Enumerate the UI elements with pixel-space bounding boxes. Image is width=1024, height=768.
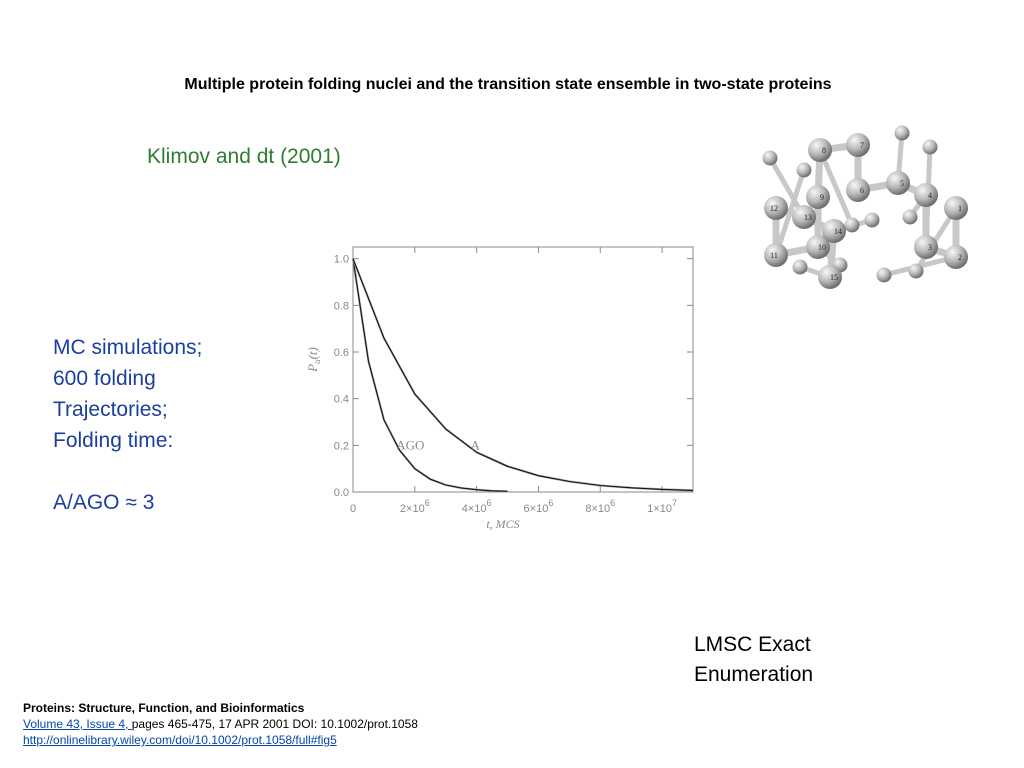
- note-ratio: A/AGO ≈ 3: [53, 491, 155, 514]
- lattice-bead-label: 14: [834, 227, 842, 236]
- lattice-side-bead: [865, 213, 880, 228]
- lattice-bead-label: 11: [770, 251, 778, 260]
- lattice-bead-label: 3: [928, 243, 932, 252]
- lattice-bead-label: 8: [822, 146, 826, 155]
- note-line: Trajectories;: [53, 398, 168, 421]
- x-tick-label: $6\times 10^6$: [523, 498, 554, 515]
- lattice-bead: [914, 183, 938, 207]
- simulation-notes: [53, 332, 202, 518]
- y-tick-label: 1.0: [333, 253, 349, 266]
- y-tick-label: 0.8: [333, 300, 349, 313]
- lattice-bead: [846, 178, 870, 202]
- lattice-bead-label: 10: [818, 243, 826, 252]
- lattice-bead-label: 12: [770, 204, 778, 213]
- journal-name: Proteins: Structure, Function, and Bioinformatics: [23, 701, 305, 715]
- lattice-bead-label: 6: [860, 186, 864, 195]
- lattice-bead-label: 4: [928, 191, 932, 200]
- lattice-bead-label: 2: [958, 253, 962, 262]
- x-tick-label: $1\times 10^7$: [647, 498, 677, 515]
- lattice-bead-label: 1: [958, 204, 962, 213]
- lattice-side-bead: [793, 260, 808, 275]
- lattice-side-bead: [763, 151, 778, 166]
- lattice-caption-line: LMSC Exact: [694, 633, 811, 656]
- lattice-bead: [806, 185, 830, 209]
- decay-chart: [300, 240, 700, 530]
- annotation-a: A: [470, 437, 480, 453]
- x-tick-label: 0: [349, 503, 357, 515]
- lattice-side-bead: [923, 140, 938, 155]
- x-tick-label: $4\times 10^6$: [461, 498, 492, 515]
- slide-subtitle: Klimov and dt (2001): [147, 145, 341, 168]
- lattice-bead: [846, 133, 870, 157]
- citation-text: pages 465-475, 17 APR 2001 DOI: 10.1002/prot.1058: [131, 717, 418, 731]
- lattice-side-bead: [909, 264, 924, 279]
- y-tick-label: 0.2: [333, 440, 349, 453]
- lattice-bead-label: 15: [830, 273, 838, 282]
- note-line: Folding time:: [53, 429, 174, 452]
- annotation-ago: AGO: [396, 437, 425, 453]
- lattice-bead-label: 9: [820, 193, 824, 202]
- volume-link[interactable]: Volume 43, Issue 4,: [23, 717, 132, 731]
- lattice-bead: [808, 138, 832, 162]
- lattice-bead-label: 7: [860, 141, 864, 150]
- note-spacer: [53, 456, 202, 487]
- y-tick-label: 0.4: [333, 393, 349, 406]
- lattice-bead: [944, 245, 968, 269]
- y-axis-label: $P_u(t)$: [305, 347, 322, 372]
- citation-line: [23, 716, 418, 732]
- lattice-caption: [694, 630, 813, 690]
- lattice-side-bead: [845, 218, 860, 233]
- lattice-side-bead: [877, 268, 892, 283]
- lattice-bead: [944, 196, 968, 220]
- lattice-bead: [886, 171, 910, 195]
- note-line: 600 folding: [53, 367, 156, 390]
- lattice-protein-image: [752, 125, 982, 297]
- x-axis-label: t, MCS: [486, 517, 520, 530]
- y-tick-label: 0.6: [333, 347, 349, 359]
- lattice-caption-line: Enumeration: [694, 663, 814, 686]
- lattice-bead-label: 5: [900, 179, 904, 188]
- reference-block: [23, 700, 418, 748]
- lattice-side-bead: [903, 210, 918, 225]
- lattice-side-bead: [895, 126, 910, 141]
- article-url-link[interactable]: http://onlinelibrary.wiley.com/doi/10.1002/prot.1058/full#fig5: [23, 733, 337, 747]
- y-tick-label: 0.0: [333, 487, 349, 499]
- x-tick-label: $2\times 10^6$: [399, 498, 430, 515]
- slide-title: Multiple protein folding nuclei and the transition state ensemble in two-state proteins: [184, 76, 832, 93]
- x-tick-label: $8\times 10^6$: [585, 498, 616, 515]
- lattice-bead-label: 13: [804, 213, 812, 222]
- lattice-side-bead: [797, 163, 812, 178]
- lattice-bead: [914, 235, 938, 259]
- note-line: MC simulations;: [53, 336, 203, 359]
